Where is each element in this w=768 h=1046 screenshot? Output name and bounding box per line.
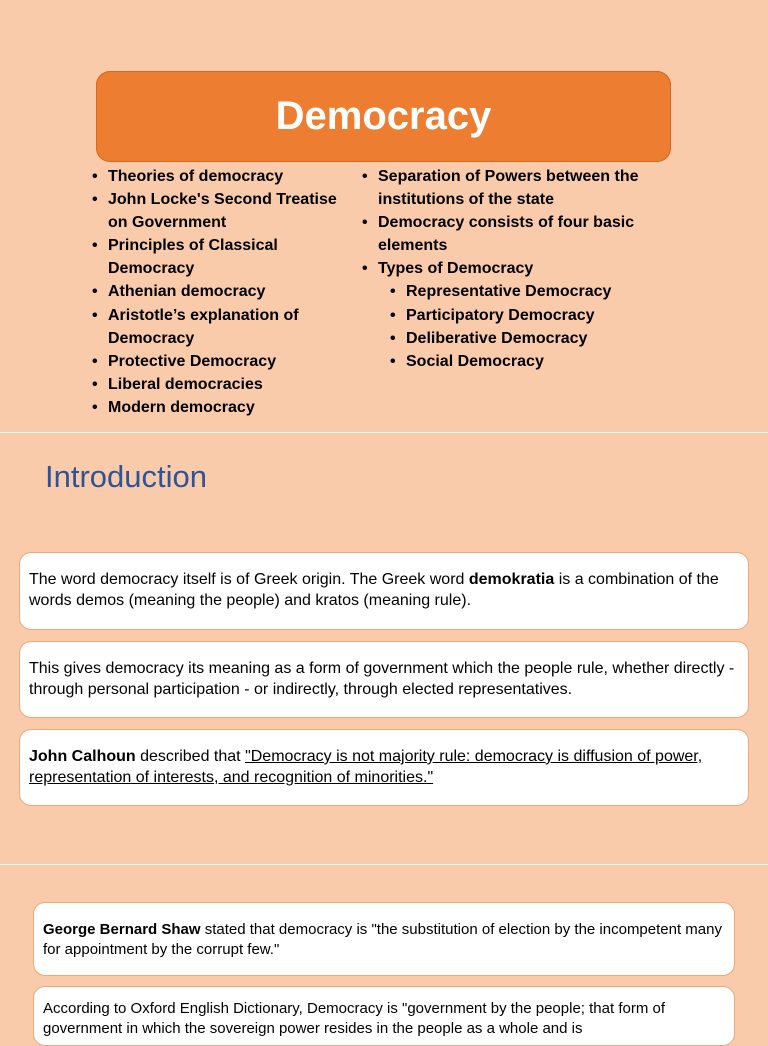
card-text: This gives democracy its meaning as a form of government which the people rule, whether directly - through personal participation - or indirectly, through elected representatives. <box>29 660 735 698</box>
list-item: • Principles of Classical Democracy <box>88 234 358 280</box>
list-item: • Liberal democracies <box>88 373 358 396</box>
title-banner <box>96 71 671 162</box>
author-name: George Bernard Shaw <box>43 921 201 938</box>
card-text-part: described that <box>135 748 246 765</box>
list-item: • Democracy consists of four basic elements <box>358 211 648 257</box>
list-item: • John Locke's Second Treatise on Government <box>88 188 358 234</box>
list-item: • Aristotle’s explanation of Democracy <box>88 304 358 350</box>
card-text <box>29 746 739 788</box>
sub-list-item: • Participatory Democracy <box>358 304 648 327</box>
sub-list-item: • Representative Democracy <box>358 280 648 303</box>
text-card-calhoun <box>19 729 749 806</box>
slide-divider <box>0 432 768 433</box>
left-bullet-list <box>88 165 358 419</box>
text-card-meaning <box>19 641 749 718</box>
card-text <box>29 569 739 611</box>
text-card-shaw <box>33 902 735 976</box>
sub-list-item: • Social Democracy <box>358 350 648 373</box>
card-text-part: The word democracy itself is of Greek origin. The Greek word <box>29 571 469 588</box>
list-item: • Protective Democracy <box>88 350 358 373</box>
card-text <box>43 920 725 960</box>
text-card-origin <box>19 552 749 630</box>
slide-divider <box>0 864 768 865</box>
slide-democracy <box>0 0 768 432</box>
list-item: • Separation of Powers between the institutions of the state <box>358 165 648 211</box>
list-item: • Modern democracy <box>88 396 358 419</box>
list-item: • Athenian democracy <box>88 280 358 303</box>
sub-list-item: • Deliberative Democracy <box>358 327 648 350</box>
quote-text: "Democracy is not majority rule: democracy is diffusion of power, representation of interests, and recognition of minorities." <box>29 748 703 786</box>
section-heading: Introduction <box>45 459 207 494</box>
list-item: • Theories of democracy <box>88 165 358 188</box>
text-card-oxford <box>33 986 735 1046</box>
list-item: • Types of Democracy <box>358 257 648 280</box>
card-text: According to Oxford English Dictionary, Democracy is "government by the people; that form of government in which the sovereign power resides in the people as a whole and is <box>43 1000 665 1037</box>
author-name: John Calhoun <box>29 748 136 765</box>
right-bullet-list <box>358 165 648 373</box>
card-text-part: is a combination of the words demos (meaning the people) and kratos (meaning rule). <box>29 571 719 609</box>
emphasis-term: demokratia <box>468 571 555 588</box>
card-text-part: stated that democracy is "the substitution of election by the incompetent many for appointment by the corrupt few." <box>43 921 722 958</box>
slide-title: Democracy <box>275 94 492 138</box>
